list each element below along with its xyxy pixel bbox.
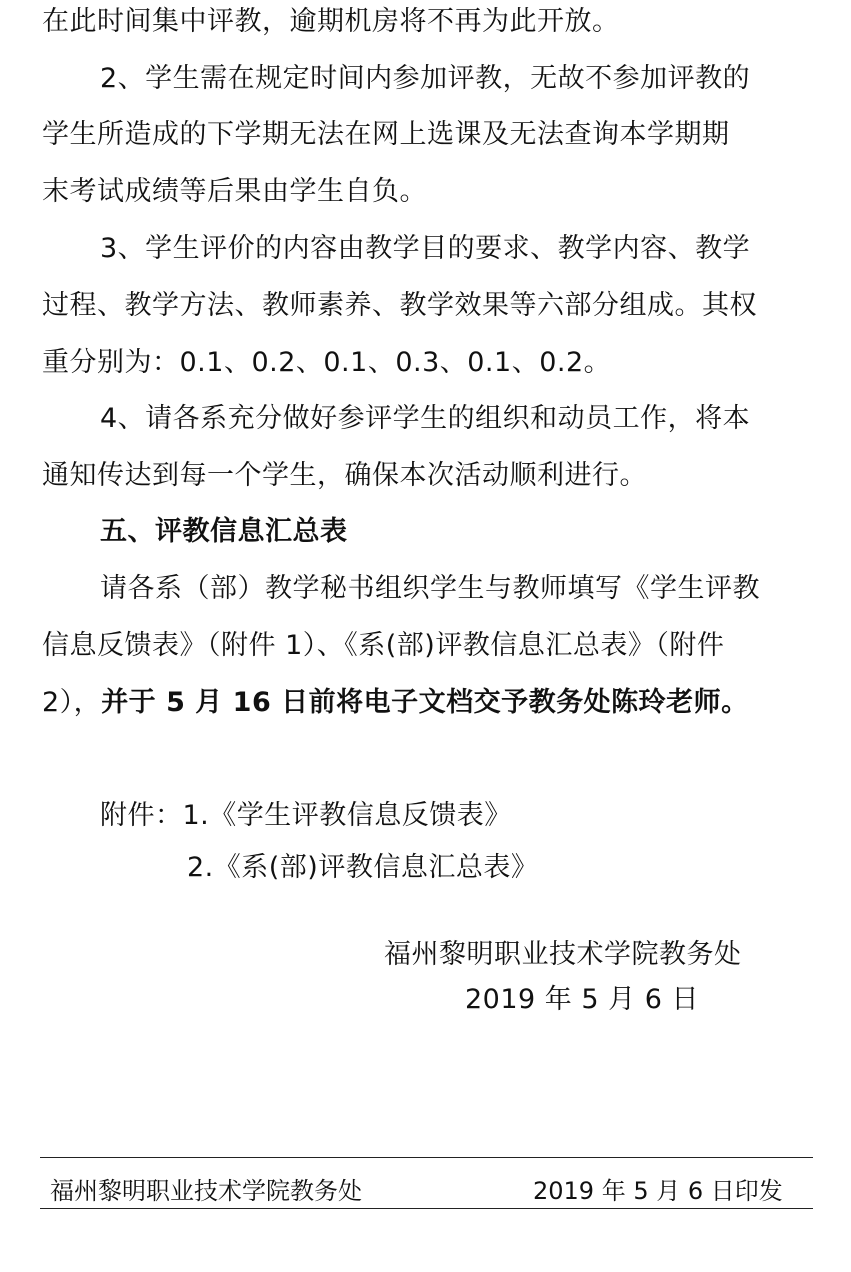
attachment-item: 1.《学生评教信息反馈表》 [182, 800, 512, 831]
attachment-label: 附件： [100, 800, 183, 831]
body-line: 末考试成绩等后果由学生自负。 [42, 176, 427, 207]
deadline-notice: 并于 5 月 16 日前将电子文档交予教务处陈玲老师。 [101, 687, 749, 718]
signature-date: 2019 年 5 月 6 日 [465, 984, 699, 1015]
section-heading: 五、评教信息汇总表 [100, 516, 348, 547]
body-line: 重分别为：0.1、0.2、0.1、0.3、0.1、0.2。 [42, 347, 612, 378]
footer-date: 2019 年 5 月 6 日印发 [533, 1177, 783, 1205]
body-text: 2）， [42, 687, 102, 718]
body-line: 在此时间集中评教，逾期机房将不再为此开放。 [42, 6, 620, 37]
footer-org: 福州黎明职业技术学院教务处 [50, 1177, 362, 1205]
body-line: 学生所造成的下学期无法在网上选课及无法查询本学期期 [42, 119, 730, 150]
body-line [42, 686, 749, 720]
footer-top-rule [40, 1157, 813, 1158]
body-line: 信息反馈表》（附件 1）、《系(部)评教信息汇总表》（附件 [42, 630, 725, 661]
body-line: 通知传达到每一个学生，确保本次活动顺利进行。 [42, 460, 647, 491]
body-line: 请各系（部）教学秘书组织学生与教师填写《学生评教 [100, 573, 760, 604]
attachment-line [100, 799, 512, 833]
body-line: 4、请各系充分做好参评学生的组织和动员工作，将本 [100, 403, 751, 434]
signature-org: 福州黎明职业技术学院教务处 [384, 939, 742, 970]
attachment-item: 2.《系(部)评教信息汇总表》 [187, 852, 539, 883]
body-line: 3、学生评价的内容由教学目的要求、教学内容、教学 [100, 233, 751, 264]
footer-bottom-rule [40, 1208, 813, 1209]
body-line: 过程、教学方法、教师素养、教学效果等六部分组成。其权 [42, 290, 757, 321]
body-line: 2、学生需在规定时间内参加评教，无故不参加评教的 [100, 63, 751, 94]
